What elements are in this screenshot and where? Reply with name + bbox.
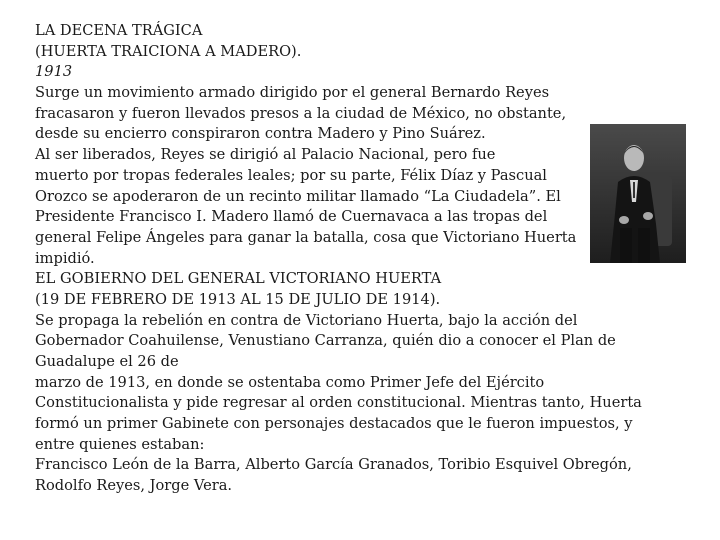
- text-line: fracasaron y fueron llevados presos a la ciudad de México, no obstante,: [35, 104, 567, 122]
- portrait-image: [590, 124, 686, 263]
- text-line: 1913: [35, 63, 73, 81]
- portrait-photo: [590, 124, 686, 263]
- text-line: entre quienes estaban:: [35, 435, 205, 453]
- text-line: desde su encierro conspiraron contra Madero y Pino Suárez.: [35, 125, 486, 143]
- text-line: Constitucionalista y pide regresar al orden constitucional. Mientras tanto, Huerta: [35, 394, 642, 412]
- text-line: muerto por tropas federales leales; por su parte, Félix Díaz y Pascual: [35, 166, 547, 184]
- text-line: Guadalupe el 26 de: [35, 353, 179, 370]
- text-line: LA DECENA TRÁGICA: [35, 22, 203, 39]
- text-line: Francisco León de la Barra, Alberto García Granados, Toribio Esquivel Obregón,: [35, 456, 632, 474]
- text-line: marzo de 1913, en donde se ostentaba como Primer Jefe del Ejército: [35, 373, 545, 391]
- text-line: (HUERTA TRAICIONA A MADERO).: [35, 42, 302, 60]
- text-line: Orozco se apoderaron de un recinto militar llamado “La Ciudadela”. El: [35, 187, 561, 205]
- text-line: impidió.: [35, 249, 95, 267]
- text-line: general Felipe Ángeles para ganar la batalla, cosa que Victoriano Huerta: [35, 228, 577, 246]
- text-line: Presidente Francisco I. Madero llamó de Cuernavaca a las tropas del: [35, 208, 548, 226]
- text-line: Se propaga la rebelión en contra de Victoriano Huerta, bajo la acción del: [35, 311, 578, 329]
- text-line: Surge un movimiento armado dirigido por el general Bernardo Reyes: [35, 84, 550, 102]
- text-line: Gobernador Coahuilense, Venustiano Carranza, quién dio a conocer el Plan de: [35, 332, 616, 350]
- text-line: Rodolfo Reyes, Jorge Vera.: [35, 477, 233, 495]
- text-line: (19 DE FEBRERO DE 1913 AL 15 DE JULIO DE 1914).: [35, 290, 441, 308]
- text-line: EL GOBIERNO DEL GENERAL VICTORIANO HUERTA: [35, 270, 442, 288]
- text-line: formó un primer Gabinete con personajes destacados que le fueron impuestos, y: [35, 415, 633, 433]
- text-line: Al ser liberados, Reyes se dirigió al Palacio Nacional, pero fue: [35, 146, 496, 164]
